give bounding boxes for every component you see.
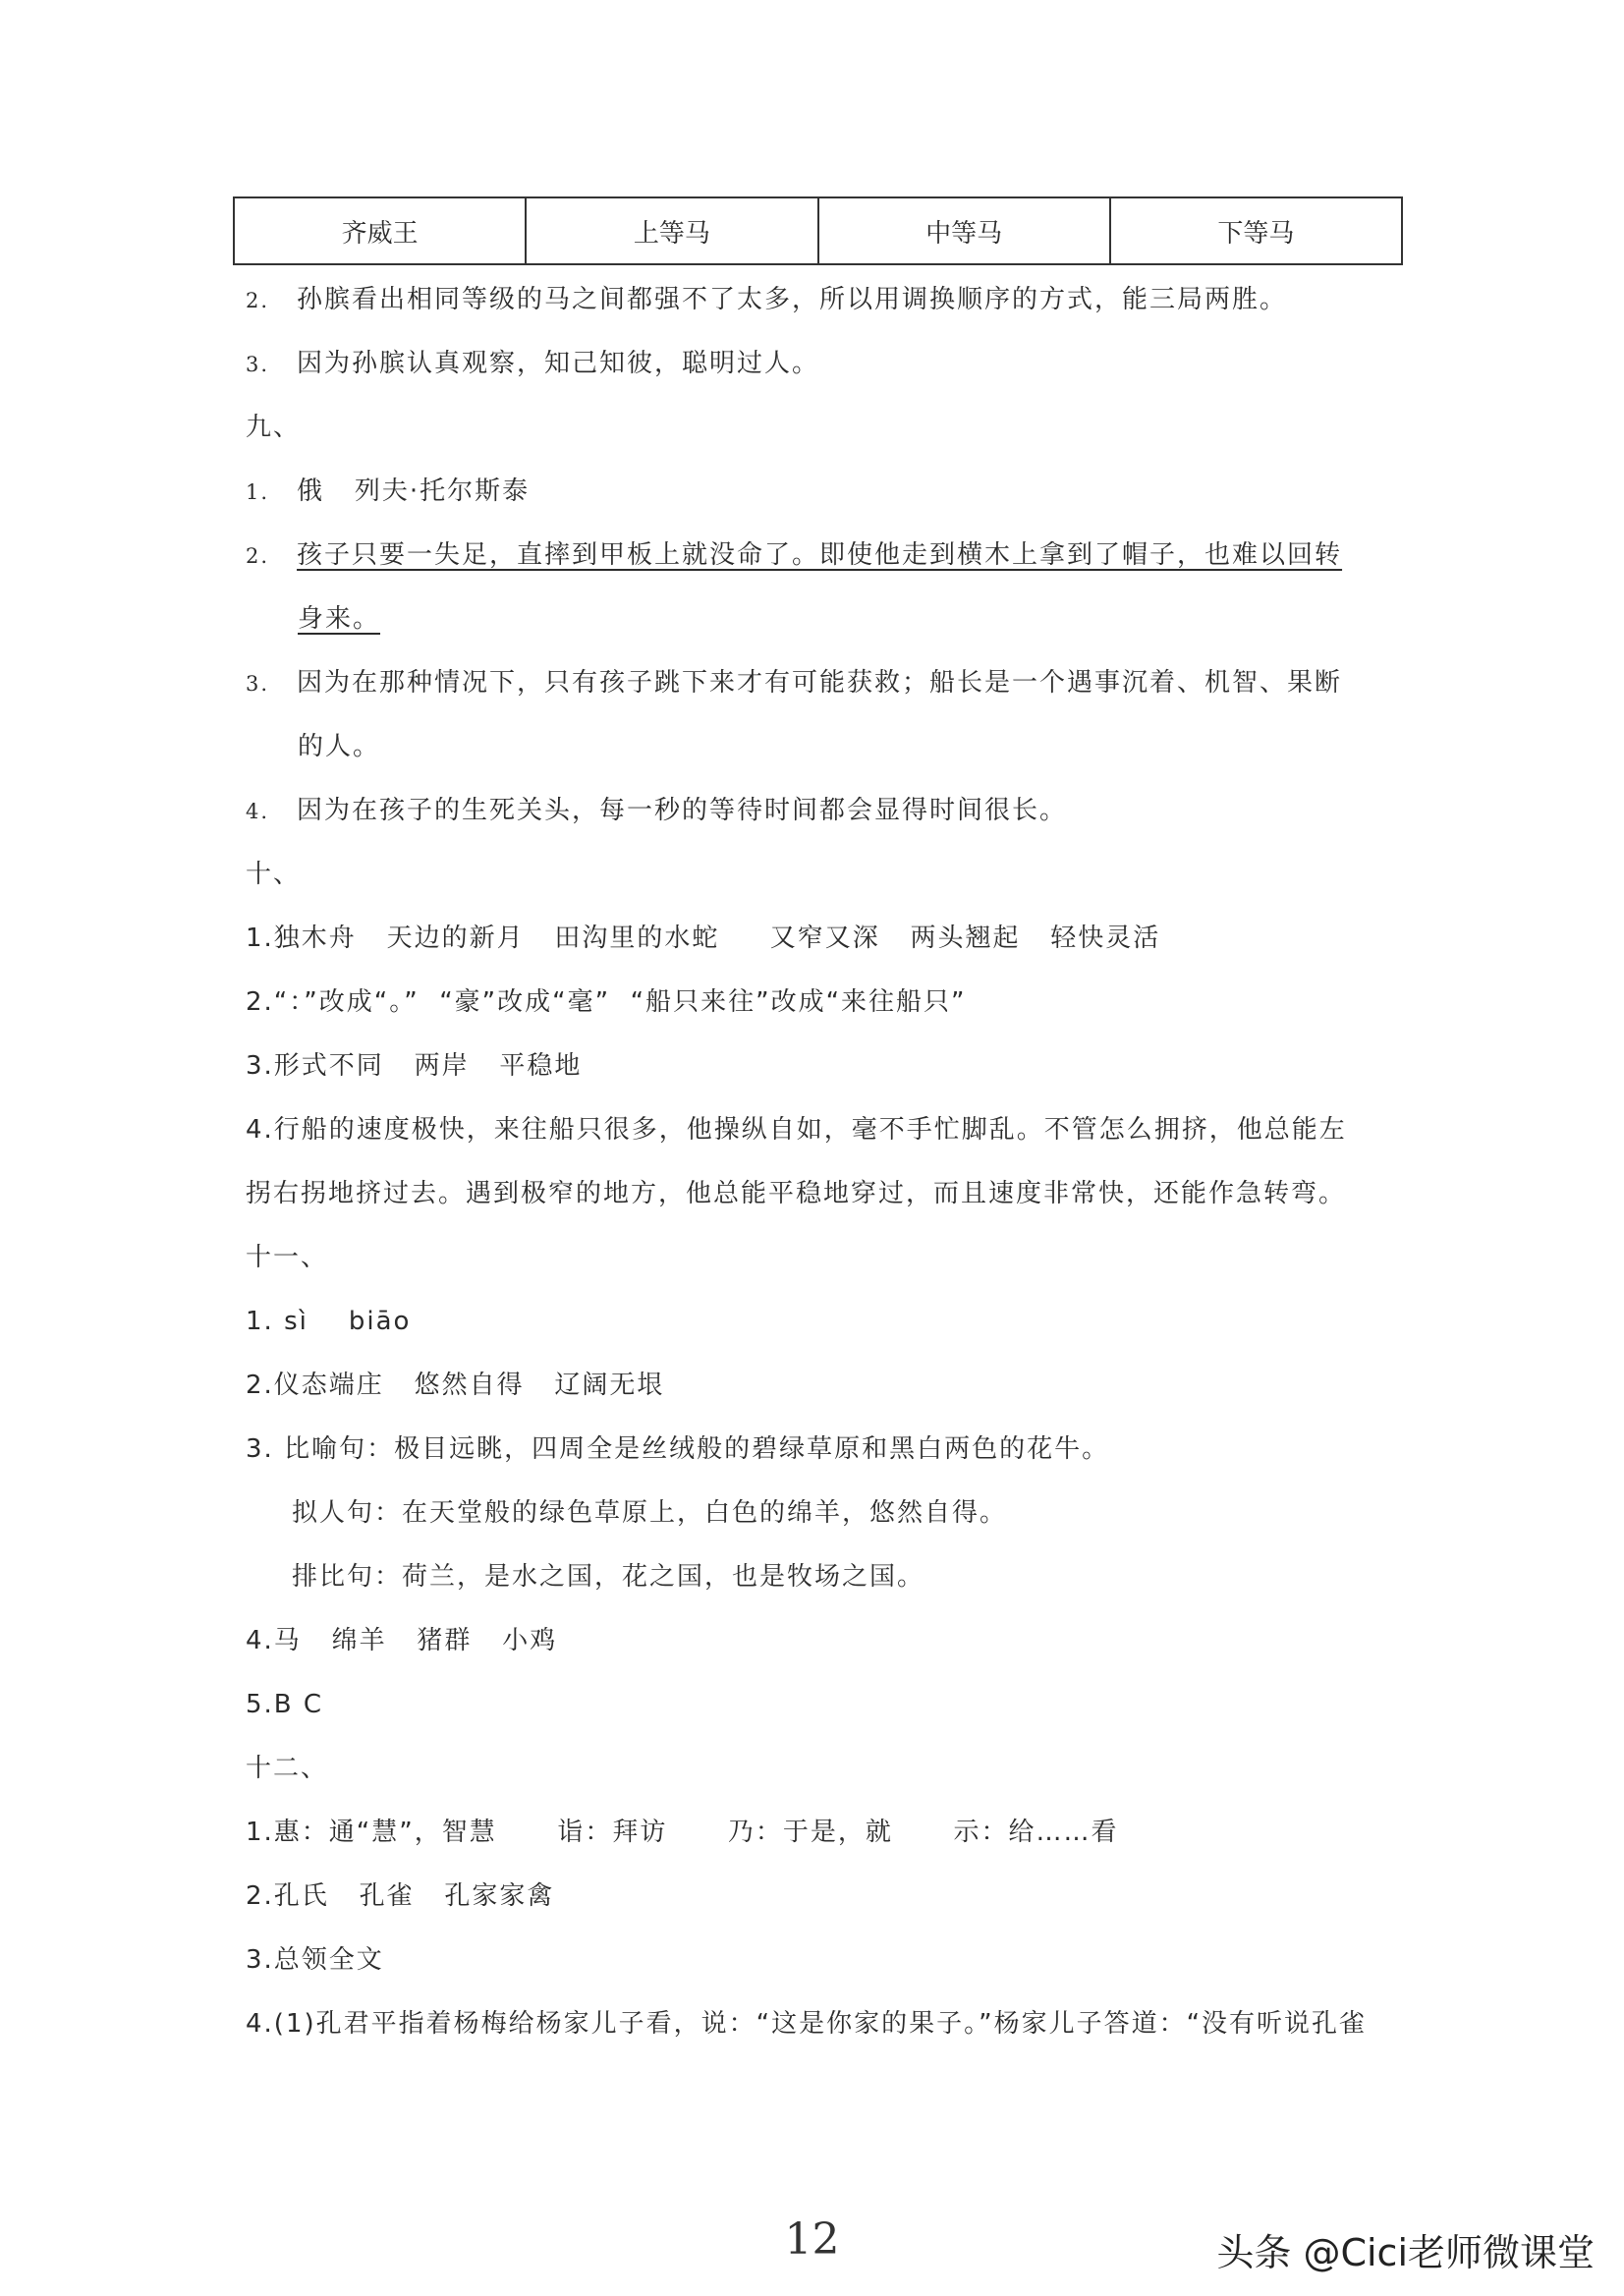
question-number: 1. [246,480,270,504]
answer-text-continuation: 身来。 [298,604,381,634]
table-cell: 下等马 [1217,218,1295,249]
answer-line: 2.“：”改成“。” “豪”改成“毫” “船只来往”改成“来往船只” [246,987,967,1017]
answer-text-continuation: 排比句：荷兰，是水之国，花之国，也是牧场之国。 [292,1562,925,1592]
answer-line [246,351,819,376]
answer-text: 孙膑看出相同等级的马之间都强不了太多，所以用调换顺序的方式，能三局两胜。 [297,285,1288,314]
section-heading: 十二、 [246,1754,329,1783]
answer-text: 因为在那种情况下，只有孩子跳下来才有可能获救；船长是一个遇事沉着、机智、果断 [297,668,1343,698]
answer-line: 4.(1)孔君平指着杨梅给杨家儿子看，说：“这是你家的果子。”杨家儿子答道：“没有听说孔雀 [246,2009,1368,2039]
question-number: 3. [246,672,270,696]
answer-line: 5.B C [246,1690,324,1719]
answer-text: 孩子只要一失足，直摔到甲板上就没命了。即使他走到横木上拿到了帽子，也难以回转 [297,540,1343,570]
section-heading: 十、 [246,860,302,889]
answer-text-continuation: 拐右拐地挤过去。遇到极窄的地方，他总能平稳地穿过，而且速度非常快，还能作急转弯。 [246,1179,1347,1208]
section-heading: 九、 [246,413,302,442]
answer-line: 2.孔氏 孔雀 孔家家禽 [246,1881,555,1911]
answer-text: 因为在孩子的生死关头，每一秒的等待时间都会显得时间很长。 [297,796,1068,825]
answer-line [246,287,1287,312]
answer-line: 4.马 绵羊 猪群 小鸡 [246,1626,558,1655]
answer-line [246,798,1067,823]
answer-line: 3.总领全文 [246,1945,384,1975]
table-cell: 中等马 [819,198,1111,263]
horse-ranking-table [233,196,1403,265]
answer-line: 1. sì biāo [246,1307,412,1336]
page-number: 12 [784,2214,840,2265]
answer-line: 3. 比喻句：极目远眺，四周全是丝绒般的碧绿草原和黑白两色的花牛。 [246,1434,1110,1464]
question-number: 4. [246,800,270,823]
answer-text: 因为孙膑认真观察，知己知彼，聪明过人。 [297,349,820,378]
answer-line: 2.仪态端庄 悠然自得 辽阔无垠 [246,1371,665,1400]
answer-line [246,478,530,504]
answer-line [246,670,1342,696]
answer-line: 4.行船的速度极快，来往船只很多，他操纵自如，毫不手忙脚乱。不管怎么拥挤，他总能左 [246,1115,1347,1145]
table-cell: 上等马 [527,198,818,263]
watermark: 头条 @Cici老师微课堂 [1216,2231,1595,2274]
answer-text: 俄 列夫·托尔斯泰 [297,476,531,506]
answer-line [246,542,1342,568]
answer-line: 1.惠：通“慧”，智慧 诣：拜访 乃：于是，就 示：给……看 [246,1818,1119,1847]
answer-text-continuation: 的人。 [298,732,381,761]
answer-text-continuation: 拟人句：在天堂般的绿色草原上，白色的绵羊，悠然自得。 [292,1498,1008,1528]
section-heading: 十一、 [246,1243,329,1272]
answer-line: 3.形式不同 两岸 平稳地 [246,1051,583,1081]
question-number: 2. [246,289,270,312]
table-cell: 齐威王 [235,198,527,263]
question-number: 3. [246,353,270,376]
question-number: 2. [246,544,270,568]
answer-line: 1.独木舟 天边的新月 田沟里的水蛇 又窄又深 两头翘起 轻快灵活 [246,924,1161,953]
